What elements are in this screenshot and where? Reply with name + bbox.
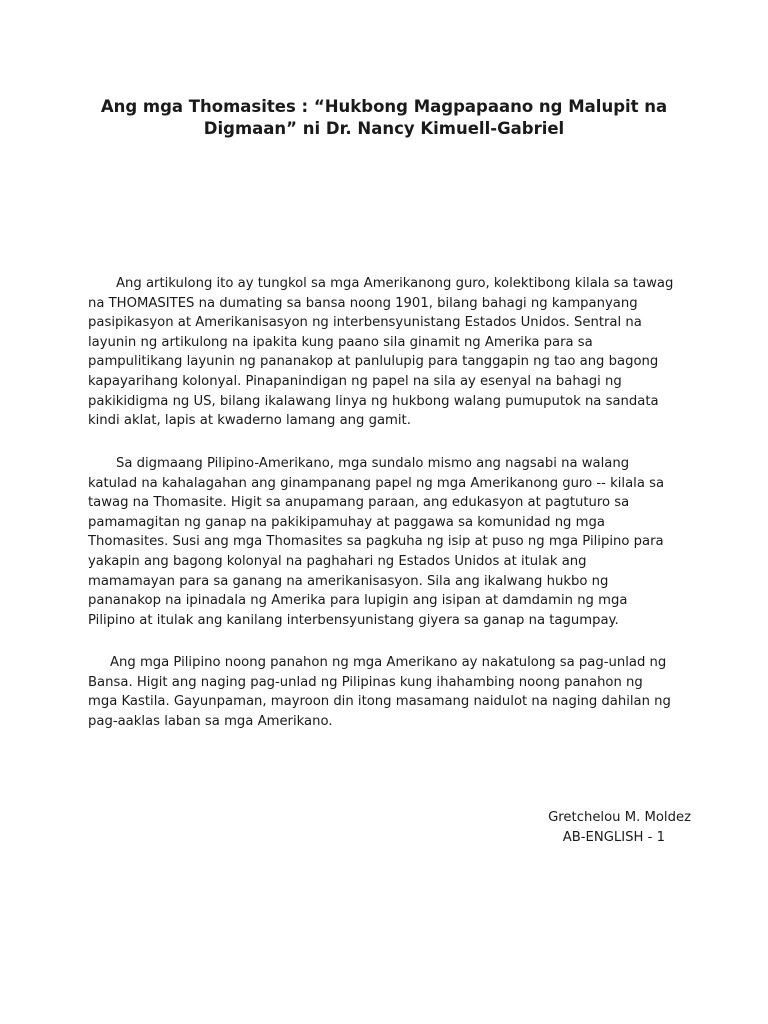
paragraph-2: Sa digmaang Pilipino-Amerikano, mga sundalo mismo ang nagsabi na walang katulad na kahalagahan ang ginampanang papel ng mga Amerikanong guro -- kilala sa tawag na Thomasite. Higit sa anupamang paraan, ang edukasyon at pagtuturo sa pamamagitan ng ganap na pakikipamuhay at paggawa sa komunidad ng mga Thomasites. Susi ang mga Thomasites sa pagkuha ng isip at puso ng mga Pilipino para yakapin ang bagong kolonyal na paghahari ng Estados Unidos at itulak ang mamamayan para sa ganang na amerikanisasyon. Sila ang ikalwang hukbo ng pananakop na ipinadala ng Amerika para lupigin ang isipan at damdamin ng mga Pilipino at itulak ang kanilang interbensyunistang giyera sa ganap na tagumpay. bbox=[88, 456, 665, 628]
author-course: AB-ENGLISH - 1 bbox=[562, 830, 665, 845]
document-title bbox=[90, 96, 678, 140]
title-line-2: Digmaan” ni Dr. Nancy Kimuell-Gabriel bbox=[203, 119, 565, 138]
paragraph-1: Ang artikulong ito ay tungkol sa mga Amerikanong guro, kolektibong kilala sa tawag na THOMASITES na dumating sa bansa noong 1901, bilang bahagi ng kampanyang pasipikasyon at Amerikanisasyon ng interbensyunistang Estados Unidos. Sentral na layunin ng artikulong na ipakita kung paano sila ginamit ng Amerika para sa pampulitikang layunin ng pananakop at panlulupig para tanggapin ng tao ang bagong kapayarihang kolonyal. Pinapanindigan ng papel na sila ay esenyal na bahagi ng pakikidigma ng US, bilang ikalawang linya ng hukbong walang pumuputok na sandata kindi aklat, lapis at kwaderno lamang ang gamit. bbox=[88, 276, 674, 429]
paragraph-3: Ang mga Pilipino noong panahon ng mga Amerikano ay nakatulong sa pag-unlad ng Bansa. Higit ang naging pag-unlad ng Pilipinas kung ihahambing noong panahon ng mga Kastila. Gayunpaman, mayroon din itong masamang naidulot na naging dahilan ng pag-aaklas laban sa mga Amerikano. bbox=[88, 655, 671, 729]
author-name: Gretchelou M. Moldez bbox=[548, 810, 691, 825]
title-line-1: Ang mga Thomasites : “Hukbong Magpapaano ng Malupit na bbox=[100, 97, 668, 116]
